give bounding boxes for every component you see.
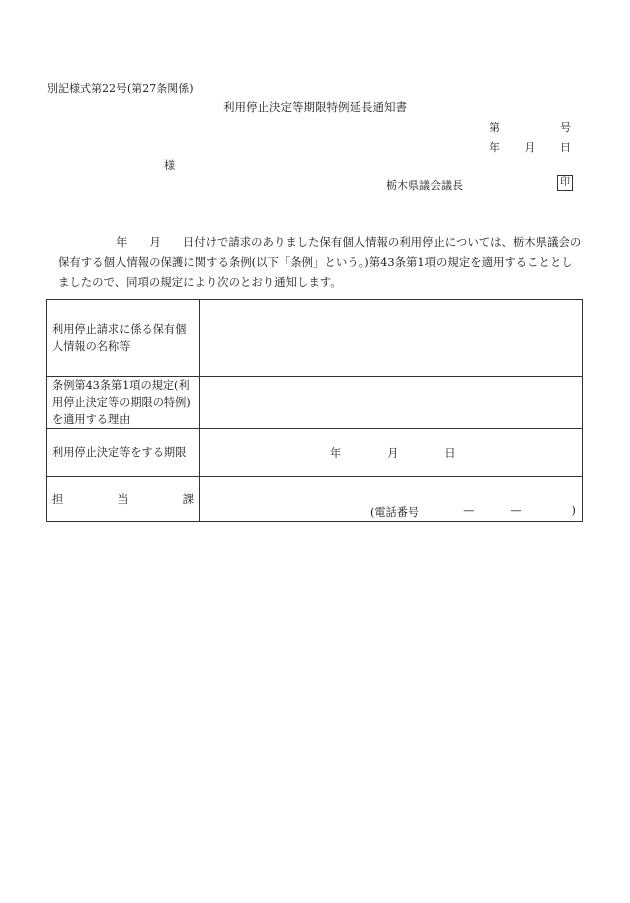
phone-dash-2: —: [510, 504, 522, 517]
notice-body: [58, 232, 584, 292]
number-suffix: 号: [560, 121, 571, 134]
body-text: 日付けで請求のありました保有個人情報の利用停止については、栃木県議会の保有する個人情報の保護に関する条例(以下「条例」という。)第43条第1項の規定を適用することとしましたので、同項の規定により次のとおり通知します。: [58, 235, 582, 289]
phone-close: ): [571, 504, 576, 517]
department-label-char-1: 担: [52, 493, 64, 506]
table-row: [47, 377, 583, 429]
date-month: 月: [524, 141, 536, 154]
request-info-label: 利用停止請求に係る保有個人情報の名称等: [47, 300, 200, 377]
deadline-day: 日: [444, 446, 456, 460]
table-row: [47, 300, 583, 377]
document-number-line: [489, 119, 571, 135]
request-info-value: [200, 300, 583, 377]
department-label-char-2: 当: [117, 493, 129, 506]
table-row: [47, 477, 583, 522]
department-label: [47, 477, 200, 522]
number-prefix: 第: [489, 121, 500, 134]
reason-value: [200, 377, 583, 429]
department-label-char-3: 課: [182, 493, 194, 506]
deadline-value: [200, 429, 583, 477]
notice-details-table: [46, 299, 583, 522]
document-title: 利用停止決定等期限特例延長通知書: [223, 100, 407, 114]
phone-dash-1: —: [463, 504, 475, 517]
sender-name: 栃木県議会議長: [386, 179, 463, 192]
seal-mark: 印: [557, 175, 573, 191]
body-month: 月: [149, 235, 161, 249]
phone-open: (電話番号: [370, 506, 420, 519]
form-number: 別記様式第22号(第27条関係): [47, 82, 194, 95]
addressee-honorific: 様: [164, 159, 175, 172]
body-year: 年: [116, 235, 128, 249]
date-year: 年: [489, 141, 500, 154]
deadline-year: 年: [330, 446, 342, 460]
table-row: [47, 429, 583, 477]
reason-label: 条例第43条第1項の規定(利用停止決定等の期限の特例)を適用する理由: [47, 377, 200, 429]
deadline-label: 利用停止決定等をする期限: [47, 429, 200, 477]
deadline-month: 月: [387, 446, 399, 460]
document-date-line: [489, 139, 571, 155]
department-value: [200, 477, 583, 522]
date-day: 日: [560, 141, 571, 154]
